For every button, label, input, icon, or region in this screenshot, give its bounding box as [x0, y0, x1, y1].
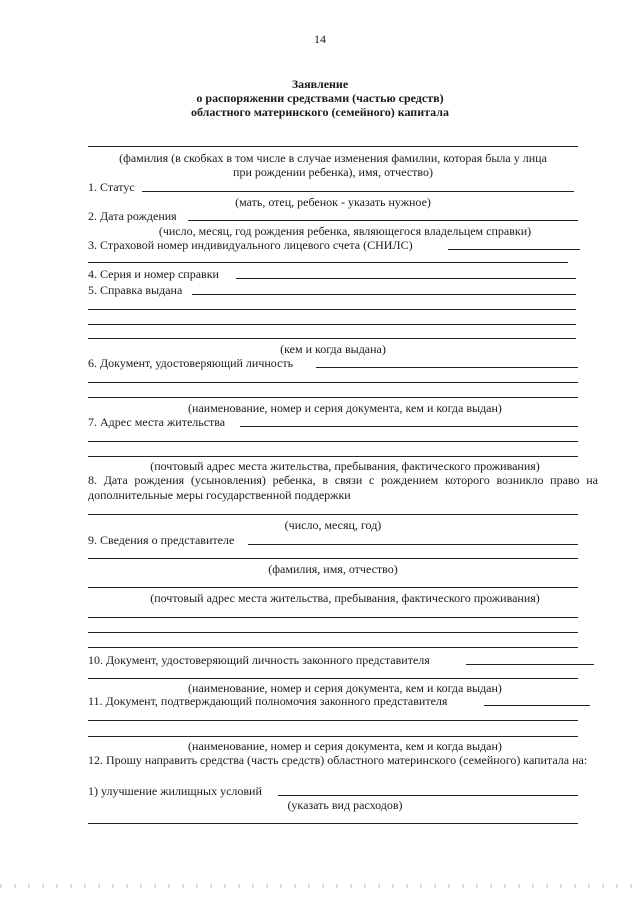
certificate-issued-line-3[interactable] — [88, 324, 576, 325]
certificate-issued-line-4[interactable] — [88, 338, 576, 339]
expense-type-line[interactable] — [88, 823, 578, 824]
identity-document-label: 6. Документ, удостоверяющий личность — [88, 356, 294, 370]
fio-note-2: при рождении ребенка), имя, отчество) — [233, 165, 433, 179]
representative-id-input-line[interactable] — [466, 664, 594, 665]
representative-address-line[interactable] — [88, 587, 578, 588]
certificate-number-input-line[interactable] — [236, 278, 576, 279]
status-note: (мать, отец, ребенок - указать нужное) — [235, 195, 431, 209]
representative-input-line[interactable] — [248, 544, 578, 545]
form-title: Заявление — [291, 77, 349, 91]
authority-document-line-3[interactable] — [88, 736, 578, 737]
representative-fio-note: (фамилия, имя, отчество) — [268, 562, 398, 576]
representative-address-line-4[interactable] — [88, 647, 578, 648]
scan-artifact-dots — [0, 884, 640, 888]
fio-note-1: (фамилия (в скобках в том числе в случае изменения фамилии, которая была у лица — [119, 151, 547, 165]
address-line-2[interactable] — [88, 441, 578, 442]
snils-label: 3. Страховой номер индивидуального лицевого счета (СНИЛС) — [88, 238, 413, 252]
status-input-line[interactable] — [142, 191, 574, 192]
status-label: 1. Статус — [88, 180, 135, 194]
representative-id-line-2[interactable] — [88, 678, 578, 679]
form-subtitle-1: о распоряжении средствами (частью средств) — [196, 91, 444, 105]
birthdate-label: 2. Дата рождения — [88, 209, 177, 223]
expense-type-note: (указать вид расходов) — [287, 798, 403, 812]
housing-option-input-line[interactable] — [278, 795, 578, 796]
representative-label: 9. Сведения о представителе — [88, 533, 235, 547]
authority-document-input-line[interactable] — [484, 705, 590, 706]
address-note: (почтовый адрес места жительства, пребывания, фактического проживания) — [150, 459, 540, 473]
address-label: 7. Адрес места жительства — [88, 415, 226, 429]
identity-document-line-3[interactable] — [88, 397, 578, 398]
identity-document-line-2[interactable] — [88, 382, 578, 383]
representative-address-line-3[interactable] — [88, 632, 578, 633]
birthdate-note: (число, месяц, год рождения ребенка, являющегося владельцем справки) — [158, 224, 532, 238]
certificate-issued-label: 5. Справка выдана — [88, 283, 183, 297]
certificate-issued-note: (кем и когда выдана) — [280, 342, 386, 356]
certificate-issued-line-2[interactable] — [88, 309, 576, 310]
form-subtitle-2: областного материнского (семейного) капитала — [190, 105, 449, 119]
fio-input-line[interactable] — [88, 146, 578, 147]
address-line-3[interactable] — [88, 456, 578, 457]
representative-id-label: 10. Документ, удостоверяющий личность законного представителя — [88, 653, 430, 667]
authority-document-line-2[interactable] — [88, 720, 578, 721]
representative-address-note: (почтовый адрес места жительства, пребывания, фактического проживания) — [150, 591, 540, 605]
identity-document-input-line[interactable] — [316, 367, 578, 368]
representative-address-line-2[interactable] — [88, 617, 578, 618]
snils-input-line[interactable] — [448, 249, 580, 250]
birthdate-input-line[interactable] — [188, 220, 578, 221]
child-birthdate-label: 8. Дата рождения (усыновления) ребенка, в связи с рождением которого возникло право на дополнительные меры государственной поддержки — [88, 473, 598, 502]
authority-document-label: 11. Документ, подтверждающий полномочия законного представителя — [88, 694, 448, 708]
address-input-line[interactable] — [240, 426, 578, 427]
identity-document-note: (наименование, номер и серия документа, кем и когда выдан) — [188, 401, 502, 415]
representative-id-note: (наименование, номер и серия документа, кем и когда выдан) — [188, 681, 502, 695]
child-birthdate-input-line[interactable] — [88, 514, 578, 515]
snils-extra-line[interactable] — [88, 262, 568, 263]
certificate-issued-input-line[interactable] — [192, 294, 576, 295]
representative-line-2[interactable] — [88, 558, 578, 559]
page-number: 14 — [314, 32, 326, 46]
authority-document-note: (наименование, номер и серия документа, кем и когда выдан) — [188, 739, 502, 753]
child-birthdate-note: (число, месяц, год) — [284, 518, 382, 532]
funds-request-label: 12. Прошу направить средства (часть средств) областного материнского (семейного) капитала на: — [88, 753, 588, 767]
housing-option-label: 1) улучшение жилищных условий — [88, 784, 262, 798]
certificate-number-label: 4. Серия и номер справки — [88, 267, 219, 281]
